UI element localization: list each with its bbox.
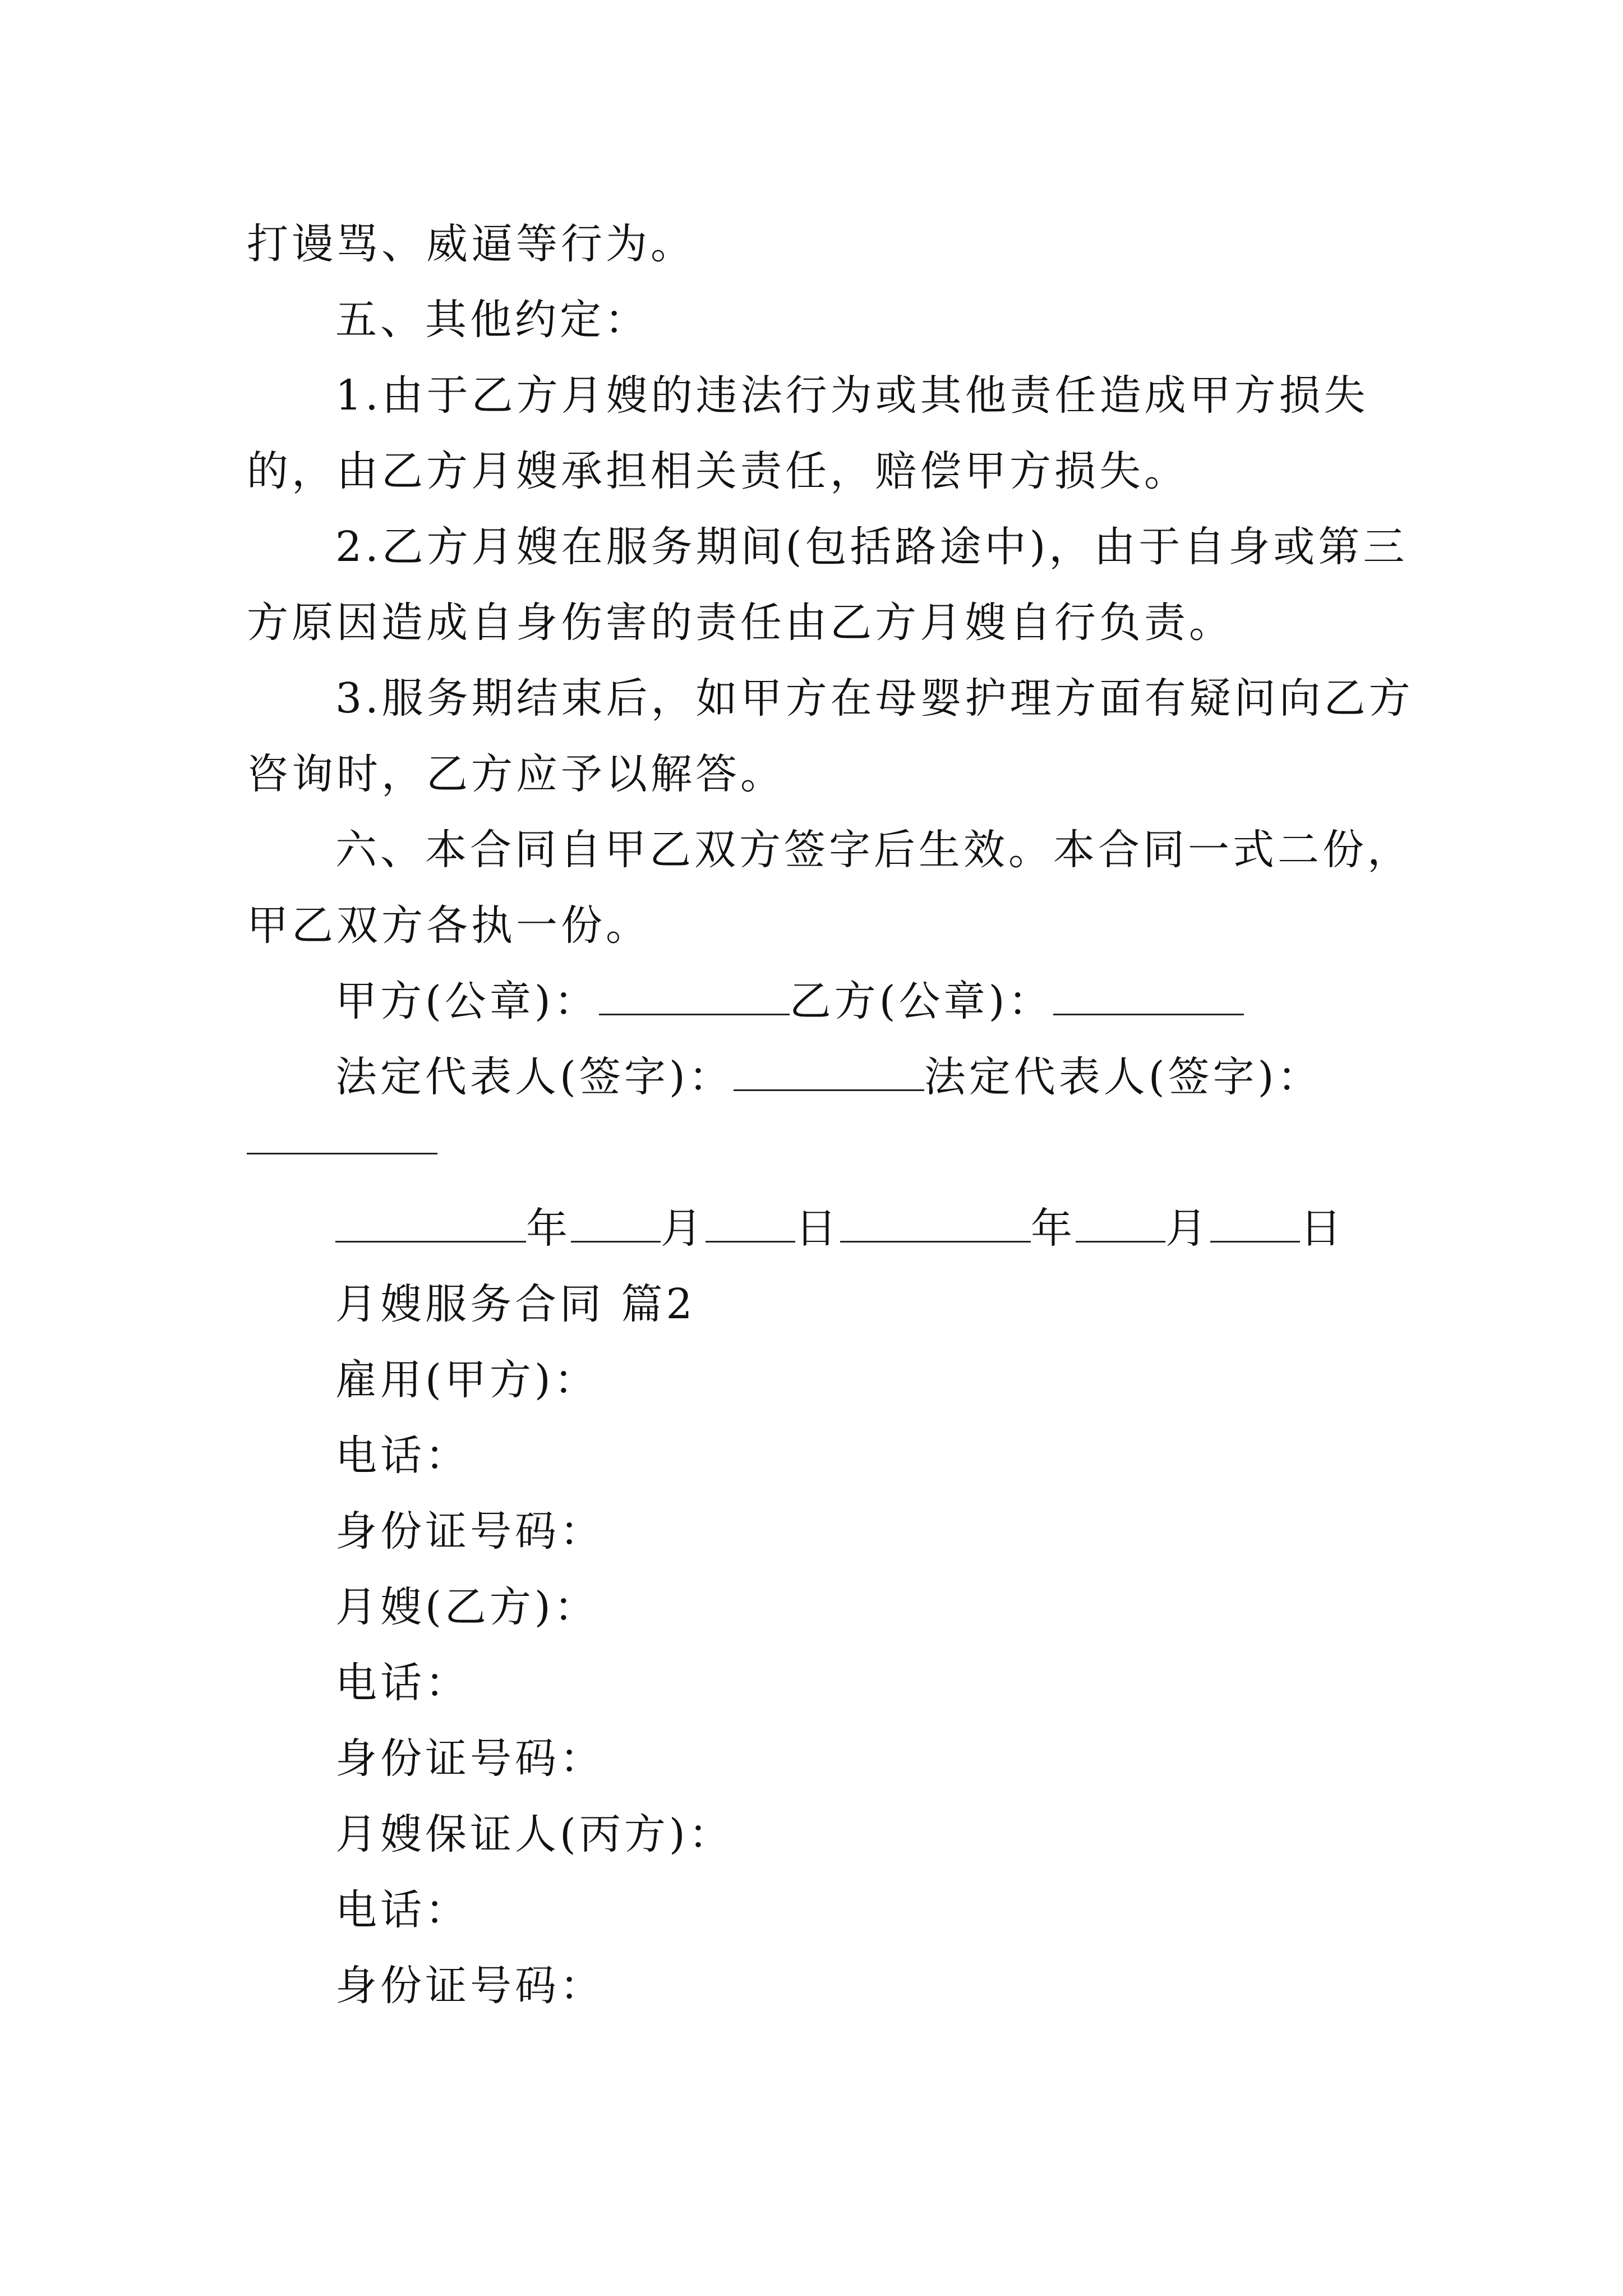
party-a-seal-label: 甲方(公章)： xyxy=(335,977,599,1025)
legal-rep-a-label: 法定代表人(签字)： xyxy=(335,1053,734,1101)
field-label: 月嫂保证人(丙方)： xyxy=(335,1810,734,1858)
signature-blank xyxy=(247,1153,437,1154)
date-blank xyxy=(1076,1207,1165,1243)
date-blank xyxy=(571,1207,661,1243)
legal-rep-line xyxy=(335,1049,1479,1105)
paragraph-line: 咨询时，乙方应予以解答。 xyxy=(247,750,785,798)
date-blank xyxy=(840,1207,1031,1243)
signature-blank xyxy=(1053,980,1244,1015)
date-blank xyxy=(335,1207,526,1243)
paragraph-line: 的，由乙方月嫂承担相关责任，赔偿甲方损失。 xyxy=(247,447,1189,495)
field-label: 身份证号码： xyxy=(335,1734,605,1783)
date-line xyxy=(335,1200,1479,1257)
paragraph-line: 3.服务期结束后，如甲方在母婴护理方面有疑问向乙方 xyxy=(335,674,1414,723)
legal-rep-b-label: 法定代表人(签字)： xyxy=(924,1053,1322,1101)
paragraph-line: 1.由于乙方月嫂的违法行为或其他责任造成甲方损失 xyxy=(335,371,1369,420)
field-label: 电话： xyxy=(335,1432,470,1480)
signature-blank xyxy=(599,980,790,1015)
paragraph-line: 打谩骂、威逼等行为。 xyxy=(247,220,695,268)
paragraph-line: 六、本合同自甲乙双方签字后生效。本合同一式二份， xyxy=(335,826,1412,874)
section-title: 月嫂服务合同 篇2 xyxy=(335,1280,696,1328)
field-label: 身份证号码： xyxy=(335,1507,605,1556)
field-label: 电话： xyxy=(335,1886,470,1934)
field-label: 身份证号码： xyxy=(335,1962,605,2010)
paragraph-line: 2.乙方月嫂在服务期间(包括路途中)，由于自身或第三 xyxy=(335,523,1408,571)
month-label: 月 xyxy=(661,1204,706,1253)
year-label: 年 xyxy=(1031,1204,1076,1253)
date-blank xyxy=(706,1207,795,1243)
month-label: 月 xyxy=(1165,1204,1210,1253)
party-b-seal-label: 乙方(公章)： xyxy=(789,977,1053,1025)
field-label: 月嫂(乙方)： xyxy=(335,1583,599,1631)
field-label: 电话： xyxy=(335,1659,470,1707)
paragraph-line: 甲乙双方各执一份。 xyxy=(247,901,651,950)
signature-blank xyxy=(734,1056,924,1091)
year-label: 年 xyxy=(526,1204,571,1253)
section-heading: 五、其他约定： xyxy=(335,296,649,344)
paragraph-line: 方原因造成自身伤害的责任由乙方月嫂自行负责。 xyxy=(247,599,1234,647)
day-label: 日 xyxy=(795,1204,840,1253)
seal-line xyxy=(335,973,1479,1029)
day-label: 日 xyxy=(1300,1204,1345,1253)
date-blank xyxy=(1210,1207,1300,1243)
field-label: 雇用(甲方)： xyxy=(335,1356,599,1404)
